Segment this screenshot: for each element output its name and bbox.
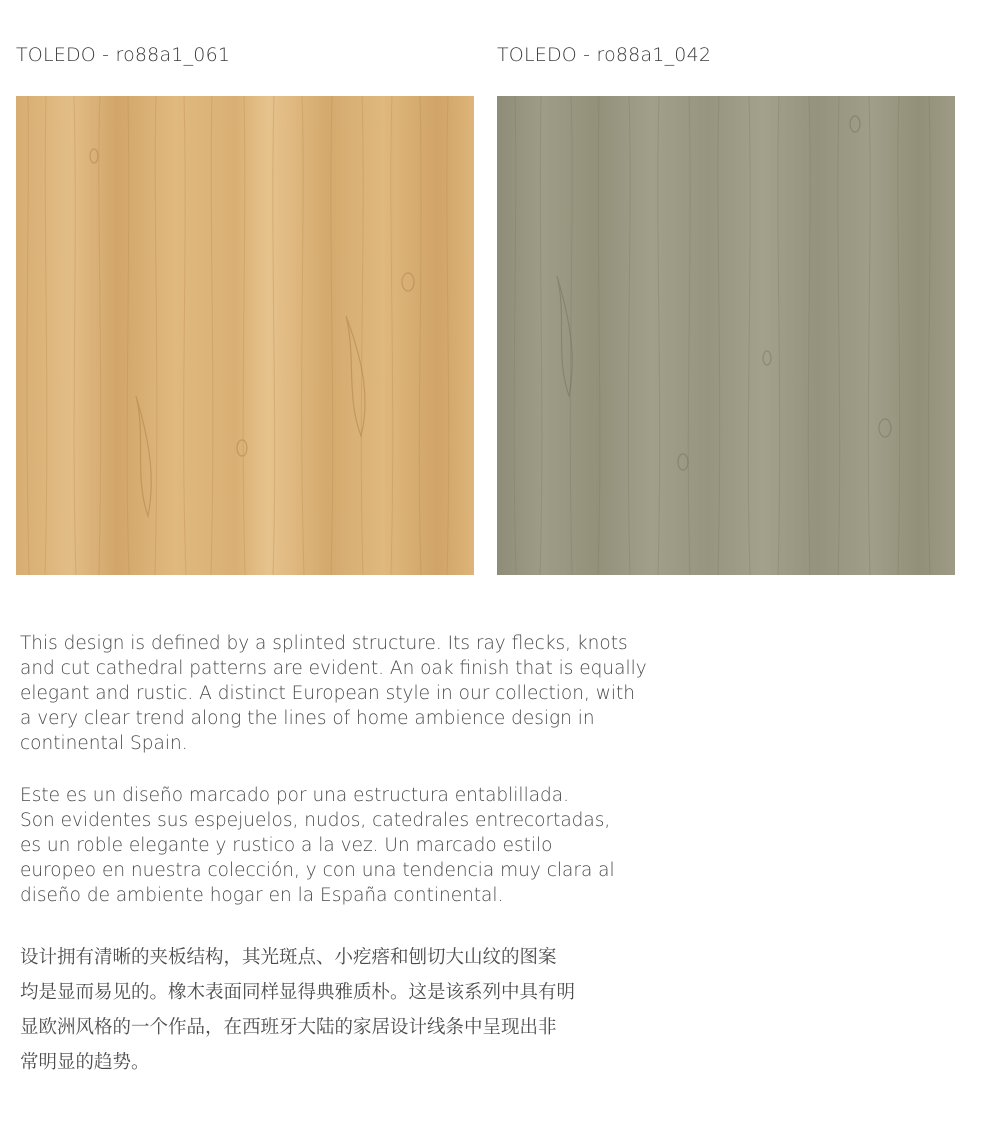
description-line: 显欧洲风格的一个作品，在西班牙大陆的家居设计线条中呈现出非 bbox=[20, 1017, 557, 1038]
description-line: This design is defined by a splinted structure. Its ray flecks, knots bbox=[20, 633, 628, 654]
product-title-right: TOLEDO - ro88a1_042 bbox=[497, 44, 712, 66]
description-line: Son evidentes sus espejuelos, nudos, catedrales entrecortadas, bbox=[20, 810, 611, 831]
description-line: europeo en nuestra colección, y con una tendencia muy clara al bbox=[20, 860, 615, 881]
description-line: 常明显的趋势。 bbox=[20, 1052, 150, 1073]
product-title-left: TOLEDO - ro88a1_061 bbox=[16, 44, 231, 66]
description-english bbox=[20, 631, 660, 756]
description-line: 均是显而易见的。橡木表面同样显得典雅质朴。这是该系列中具有明 bbox=[20, 982, 576, 1003]
light-oak-wood-swatch bbox=[16, 96, 474, 575]
light-oak-texture bbox=[16, 96, 474, 575]
description-line: 设计拥有清晰的夹板结构，其光斑点、小疙瘩和刨切大山纹的图案 bbox=[20, 947, 557, 968]
description-line: elegant and rustic. A distinct European style in our collection, with bbox=[20, 683, 635, 704]
description-line: a very clear trend along the lines of home ambience design in bbox=[20, 708, 595, 729]
description-line: Este es un diseño marcado por una estructura entablillada. bbox=[20, 785, 570, 806]
description-spanish bbox=[20, 783, 660, 908]
description-line: diseño de ambiente hogar en la España continental. bbox=[20, 885, 504, 906]
description-line: es un roble elegante y rustico a la vez. Un marcado estilo bbox=[20, 835, 553, 856]
description-line: continental Spain. bbox=[20, 733, 188, 754]
description-line: and cut cathedral patterns are evident. An oak finish that is equally bbox=[20, 658, 647, 679]
description-chinese bbox=[20, 940, 640, 1080]
grey-oak-texture bbox=[497, 96, 955, 575]
grey-oak-wood-swatch bbox=[497, 96, 955, 575]
